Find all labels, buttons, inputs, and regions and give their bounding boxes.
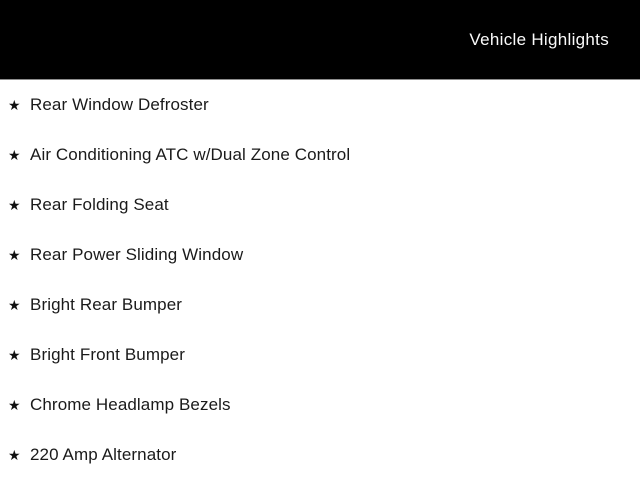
star-icon: ★ <box>8 97 21 113</box>
list-item-label: Chrome Headlamp Bezels <box>30 395 231 414</box>
list-item-label: Air Conditioning ATC w/Dual Zone Control <box>30 145 351 164</box>
star-icon: ★ <box>8 247 21 263</box>
list-item <box>0 380 640 430</box>
star-icon: ★ <box>8 397 21 413</box>
highlights-list <box>0 80 640 480</box>
list-item-label: Rear Power Sliding Window <box>30 245 244 264</box>
page-title: Vehicle Highlights <box>469 29 609 49</box>
list-item <box>0 180 640 230</box>
list-item <box>0 280 640 330</box>
header-bar <box>0 0 640 80</box>
list-item-label: Bright Front Bumper <box>30 345 185 364</box>
list-item <box>0 130 640 180</box>
star-icon: ★ <box>8 447 21 463</box>
list-item-label: 220 Amp Alternator <box>30 445 177 464</box>
list-item <box>0 80 640 130</box>
list-item-label: Rear Folding Seat <box>30 195 169 214</box>
list-item-label: Bright Rear Bumper <box>30 295 183 314</box>
star-icon: ★ <box>8 297 21 313</box>
list-item-label: Rear Window Defroster <box>30 95 209 114</box>
star-icon: ★ <box>8 147 21 163</box>
star-icon: ★ <box>8 347 21 363</box>
star-icon: ★ <box>8 197 21 213</box>
list-item <box>0 230 640 280</box>
list-item <box>0 430 640 480</box>
list-item <box>0 330 640 380</box>
